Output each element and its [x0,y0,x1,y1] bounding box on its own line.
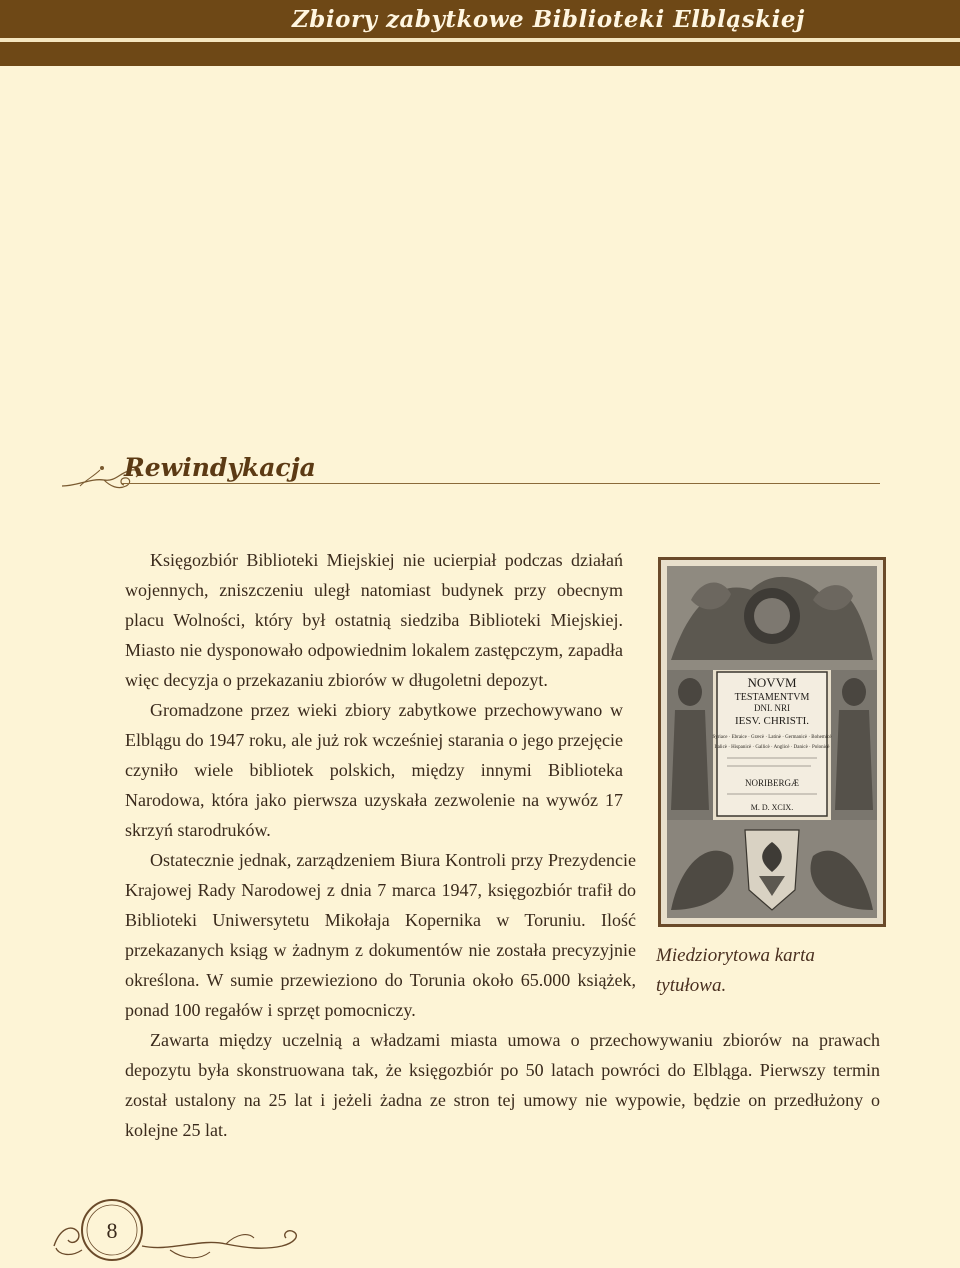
engraving-languages-right: Italicè · Hispanicè · Gallicè · Anglicè · Danicè · Polonicè [714,745,830,750]
figure-caption: Miedziorytowa karta tytułowa. [656,945,815,996]
page-number: 8 [106,1218,118,1243]
section-title: Rewindykacja [124,453,316,482]
engraving-city: NORIBERGÆ [744,778,800,788]
header-stripe [0,38,960,42]
running-title: Zbiory zabytkowe Biblioteki Elbląskiej [292,6,805,33]
body-text [125,545,880,1145]
engraving-year: M. D. XCIX. [750,803,794,812]
engraving-line1: NOVVM [747,675,797,690]
paragraph-2: Gromadzone przez wieki zbiory zabytkowe przechowywano w Elblągu do 1947 roku, ale już rok wcześniej starania o jego przejęcie czyniło wiele bibliotek polskich, między innymi Biblioteka Narodowa, która jako pierwsza uzyskała zezwolenie na wywóz 17 skrzyń starodruków. [125,700,623,840]
paragraph-4: Zawarta między uczelnią a władzami miasta umowa o przechowywaniu zbiorów na prawach depozytu była skonstruowana tak, że księgozbiór po 50 latach powróci do Elbląga. Pierwszy termin został ustalony na 25 lat i jeżeli żadna ze stron tej umowy nie wypowie, będzie on przedłużony o kolejne 25 lat. [125,1030,880,1140]
paragraph-3: Ostatecznie jednak, zarządzeniem Biura Kontroli przy Prezydencie Krajowej Rady Narodowej z dnia 7 marca 1947, księgozbiór trafił do Biblioteki Uniwersytetu Mikołaja Kopernika w Toruniu. Ilość przekazanych ksiąg w żadnym z dokumentów nie została precyzyjnie określona. W sumie przewieziono do Torunia około 65.000 książek, ponad 100 regałów i sprzęt pomocniczy. [125,850,636,1020]
paragraph-1: Księgozbiór Biblioteki Miejskiej nie ucierpiał podczas działań wojennych, zniszczeniu uległ natomiast budynek przy obecnym placu Wolności, który był ostatnią siedziba Biblioteki Miejskiej. Miasto nie dysponowało odpowiednim lokalem zastępczym, zapadła więc decyzja o przekazaniu zbiorów w długoletni depozyt. [125,550,623,690]
section-rule [122,483,880,484]
engraving-line2: TESTAMENTVM [734,692,810,703]
engraving-frame [658,557,886,927]
engraving-languages-left: Syriace · Ebraice · Græcè · Latinè · Germanicè · Bohemicè [712,735,832,740]
engraving-line4: IESV. CHRISTI. [734,715,810,727]
figure [650,545,890,1015]
title-page-engraving-image [661,560,883,924]
engraving-line3: DNI. NRI [754,703,790,713]
header-band [0,0,960,66]
